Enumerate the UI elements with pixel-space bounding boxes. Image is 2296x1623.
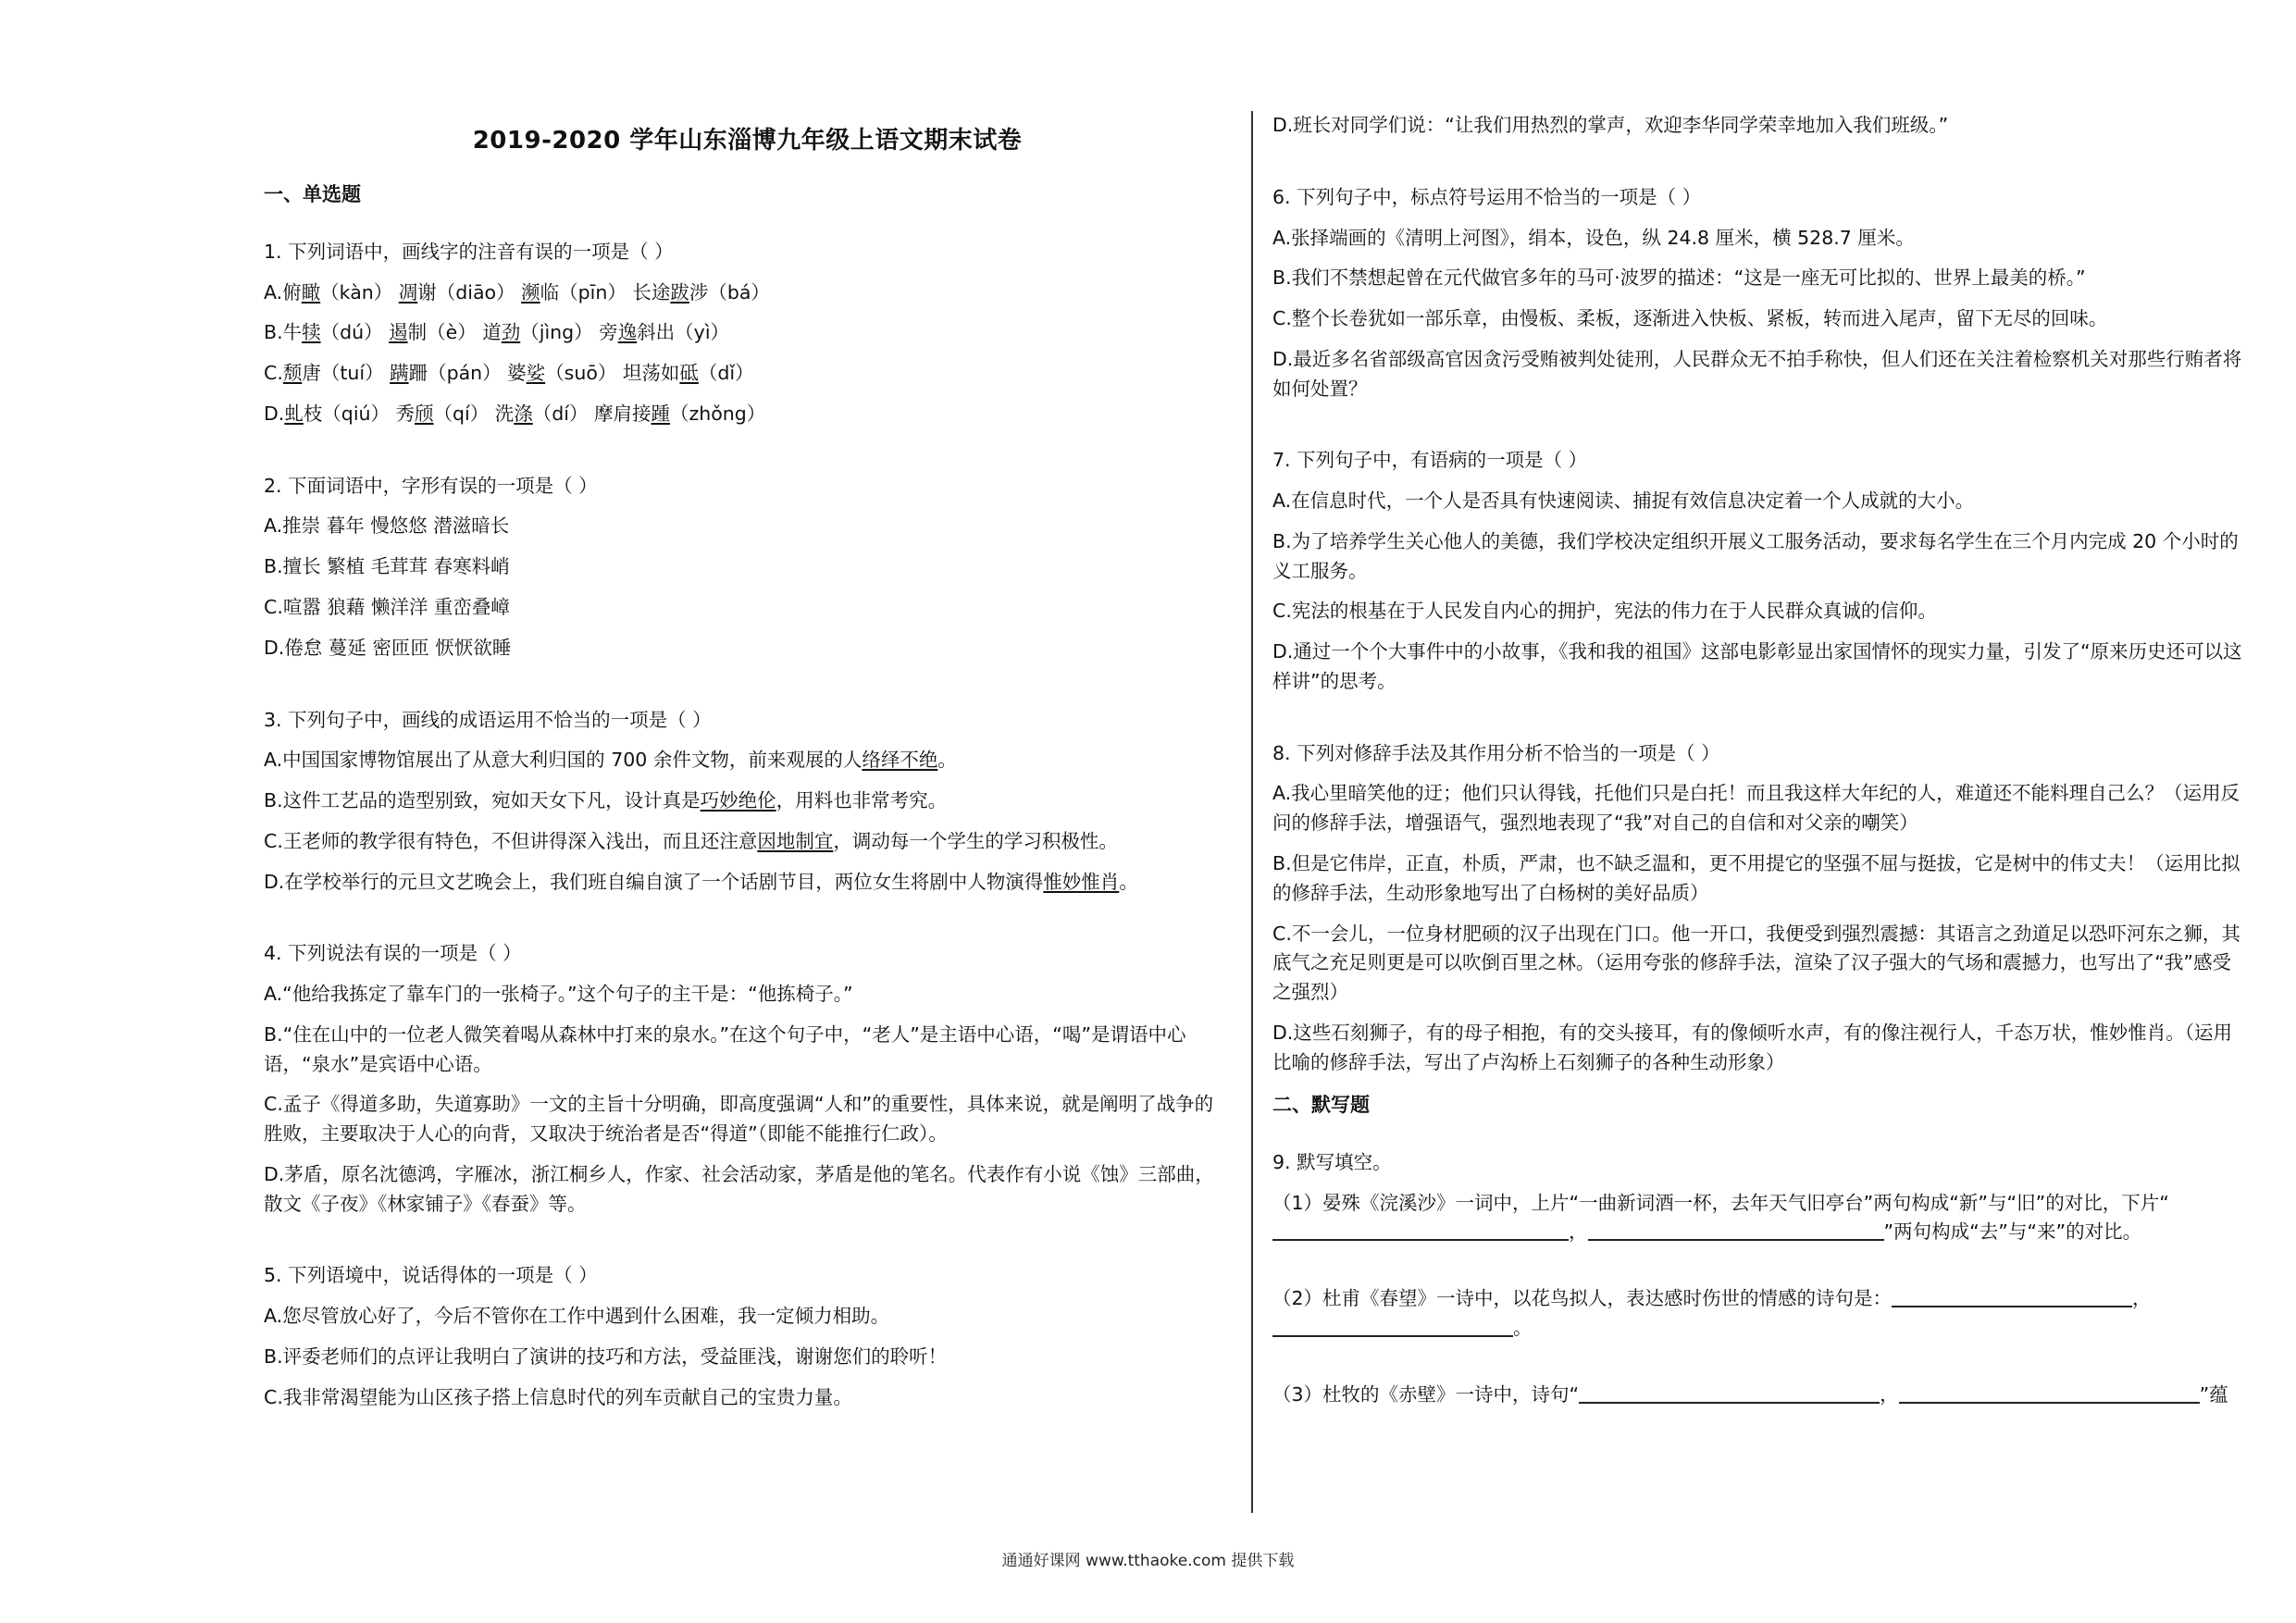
section-heading-dictation: 二、默写题: [1272, 1094, 1370, 1117]
option-c: C.整个长卷犹如一部乐章，由慢板、柔板，逐渐进入快板、紧板，转而进入尾声，留下无尽的回味。: [1272, 307, 2108, 330]
answer-blank[interactable]: [1588, 1220, 1884, 1242]
option-d: D.倦怠 蔓延 密匝匝 恹恹欲睡: [264, 636, 512, 659]
option-b: B.评委老师们的点评让我明白了演讲的技巧和方法，受益匪浅，谢谢您们的聆听！: [264, 1344, 948, 1368]
question-3: [264, 706, 1231, 898]
underlined-char: 跋: [670, 280, 689, 304]
section-heading-single-choice: 一、单选题: [264, 183, 361, 206]
underlined-idiom: 惟妙惟肖: [1043, 870, 1120, 893]
option-a: A.推崇 暮年 慢悠悠 潜滋暗长: [264, 514, 510, 538]
question-stem: 9. 默写填空。: [1272, 1150, 1392, 1173]
underlined-idiom: 巧妙绝伦: [700, 789, 776, 812]
option-c: [264, 827, 1231, 857]
underlined-char: 娑: [526, 362, 546, 385]
subquestion-text: （1）晏殊《浣溪沙》一词中，上片“一曲新词酒一杯，去年天气旧亭台”两句构成“新”与“旧”的对比，下片“: [1272, 1191, 2169, 1214]
subquestion-text: ”两句构成“去”与“来”的对比。: [1883, 1220, 2142, 1244]
question-6: [1272, 183, 2244, 404]
page-title: 2019-2020 学年山东淄博九年级上语文期末试卷: [472, 127, 1023, 155]
option-d: [264, 400, 1231, 429]
option-b: B.“住在山中的一位老人微笑着喝从森林中打来的泉水。”在这个句子中，“老人”是主语中心语，“喝”是谓语中心语，“泉水”是宾语中心语。: [264, 1022, 1186, 1075]
option-text: B.这件工艺品的造型别致，宛如天女下凡，设计真是: [264, 789, 701, 812]
option-a: A.我心里暗笑他的迂；他们只认得钱，托他们只是白托！而且我这样大年纪的人，难道还不能料理自己么？（运用反问的修辞手法，增强语气，强烈地表现了“我”对自己的自信和对父亲的嘲笑）: [1272, 782, 2240, 835]
question-2: [264, 472, 1231, 663]
option-a: [264, 746, 1231, 775]
question-stem: 2. 下面词语中，字形有误的一项是（ ）: [264, 474, 598, 497]
option-d: D.最近多名省部级高官因贪污受贿被判处徒刑，人民群众无不拍手称快，但人们还在关注着检察机关对那些行贿者将如何处置？: [1272, 347, 2242, 400]
option-text: 。: [937, 749, 957, 772]
option-text: D.在学校举行的元旦文艺晚会上，我们班自编自演了一个话剧节目，两位女生将剧中人物演得: [264, 870, 1044, 893]
option-text: A.俯: [264, 280, 302, 304]
underlined-char: 瞰: [301, 280, 321, 304]
underlined-idiom: 络绎不绝: [862, 749, 938, 772]
option-text: B.牛: [264, 321, 303, 344]
option-text: （dú）: [320, 321, 390, 344]
question-5-continued: [1272, 111, 2244, 141]
question-stem: 5. 下列语境中，说话得体的一项是（ ）: [264, 1264, 598, 1287]
option-text: （dí） 摩肩接: [532, 402, 652, 425]
option-d: D.班长对同学们说：“让我们用热烈的掌声，欢迎李华同学荣幸地加入我们班级。”: [1272, 114, 1949, 136]
option-text: 制（è） 道: [407, 321, 502, 344]
subquestion-text: ，: [1880, 1382, 1899, 1406]
option-text: 临（pīn） 长途: [540, 280, 671, 304]
option-text: C.: [264, 362, 283, 385]
underlined-char: 蹒: [390, 362, 409, 385]
option-text: （dǐ）: [698, 362, 754, 385]
question-7: [1272, 446, 2244, 696]
option-a: A.“他给我拣定了靠车门的一张椅子。”这个句子的主干是：“他拣椅子。”: [264, 983, 853, 1006]
underlined-char: 遏: [389, 321, 408, 344]
option-text: ，调动每一个学生的学习积极性。: [833, 829, 1118, 852]
underlined-char: 颀: [415, 402, 434, 425]
option-text: （qí） 洗: [433, 402, 515, 425]
question-4: [264, 939, 1231, 1219]
question-8: [1272, 739, 2244, 1078]
option-text: 。: [1119, 870, 1138, 893]
option-d: [264, 868, 1231, 898]
underlined-char: 踵: [651, 402, 670, 425]
subquestion-2: [1272, 1284, 2244, 1344]
option-text: （jìng） 旁: [520, 321, 618, 344]
answer-blank[interactable]: [1272, 1316, 1513, 1337]
answer-blank[interactable]: [1272, 1220, 1569, 1242]
option-a: A.您尽管放心好了，今后不管你在工作中遇到什么困难，我一定倾力相助。: [264, 1305, 890, 1328]
question-stem: 6. 下列句子中，标点符号运用不恰当的一项是（ ）: [1272, 185, 1702, 208]
option-c: [264, 359, 1231, 389]
underlined-idiom: 因地制宜: [757, 829, 834, 852]
question-5: [264, 1261, 1231, 1412]
option-c: C.宪法的根基在于人民发自内心的拥护，宪法的伟力在于人民群众真诚的信仰。: [1272, 600, 1937, 623]
option-a: A.张择端画的《清明上河图》，绢本，设色，纵 24.8 厘米，横 528.7 厘米。: [1272, 226, 1915, 249]
subquestion-3: [1272, 1381, 2244, 1410]
question-stem: 3. 下列句子中，画线的成语运用不恰当的一项是（ ）: [264, 708, 712, 731]
option-text: 枝（qiú） 秀: [303, 402, 416, 425]
underlined-char: 犊: [302, 321, 321, 344]
underlined-char: 虬: [284, 402, 304, 425]
page-footer: 通通好课网 www.tthaoke.com 提供下载: [1001, 1552, 1295, 1570]
answer-blank[interactable]: [1892, 1287, 2132, 1308]
underlined-char: 砥: [679, 362, 699, 385]
option-b: B.我们不禁想起曾在元代做官多年的马可·波罗的描述：“这是一座无可比拟的、世界上最美的桥。”: [1272, 266, 2086, 290]
question-1: [264, 238, 1231, 429]
option-text: （zhǒng）: [670, 402, 766, 425]
subquestion-text: ，: [2132, 1287, 2152, 1310]
right-column: [1272, 111, 2244, 1453]
question-9: [1272, 1148, 2244, 1410]
option-c: C.喧嚣 狼藉 懒洋洋 重峦叠嶂: [264, 595, 510, 618]
option-text: ，用料也非常考究。: [776, 789, 948, 812]
underlined-char: 逸: [617, 321, 638, 344]
subquestion-text: （2）杜甫《春望》一诗中，以花鸟拟人，表达感时伤世的情感的诗句是：: [1272, 1287, 1893, 1310]
option-text: 唐（tuí）: [302, 362, 391, 385]
underlined-char: 劲: [501, 321, 521, 344]
answer-blank[interactable]: [1899, 1382, 2200, 1404]
option-text: 跚（pán） 婆: [408, 362, 527, 385]
question-stem: 8. 下列对修辞手法及其作用分析不恰当的一项是（ ）: [1272, 741, 1720, 764]
underlined-char: 凋: [398, 280, 418, 304]
column-divider: [1251, 111, 1253, 1513]
subquestion-text: ，: [1569, 1220, 1588, 1244]
option-c: C.孟子《得道多助，失道寡助》一文的主旨十分明确，即高度强调“人和”的重要性，具体来说，就是阐明了战争的胜败，主要取决于人心的向背，又取决于统治者是否“得道”（即能不能推行仁政）。: [264, 1093, 1214, 1146]
question-stem: 4. 下列说法有误的一项是（ ）: [264, 942, 522, 965]
option-a: A.在信息时代，一个人是否具有快速阅读、捕捉有效信息决定着一个人成就的大小。: [1272, 489, 1975, 513]
option-text: 斜出（yì）: [637, 321, 730, 344]
subquestion-text: （3）杜牧的《赤壁》一诗中，诗句“: [1272, 1382, 1580, 1406]
option-text: （kàn）: [320, 280, 399, 304]
option-b: B.但是它伟岸，正直，朴质，严肃，也不缺乏温和，更不用提它的坚强不屈与挺拔，它是树中的伟丈夫！（运用比拟的修辞手法，生动形象地写出了白杨树的美好品质）: [1272, 852, 2240, 904]
option-c: C.不一会儿，一位身材肥硕的汉子出现在门口。他一开口，我便受到强烈震撼：其语言之劲道足以恐吓河东之狮，其底气之充足则更是可以吹倒百里之林。（运用夸张的修辞手法，渲染了汉子强大的气场和震撼力，也写出了“我”感受之强烈）: [1272, 922, 2240, 1004]
left-column: [264, 111, 1231, 1456]
option-c: C.我非常渴望能为山区孩子搭上信息时代的列车贡献自己的宝贵力量。: [264, 1385, 852, 1408]
option-text: 涉（bá）: [689, 280, 770, 304]
underlined-char: 颓: [282, 362, 303, 385]
subquestion-text: ”蕴: [2199, 1382, 2228, 1406]
subquestion-text: 。: [1513, 1316, 1533, 1339]
option-text: 谢（diāo）: [417, 280, 522, 304]
question-stem: 7. 下列句子中，有语病的一项是（ ）: [1272, 449, 1588, 472]
option-b: B.擅长 繁植 毛茸茸 春寒料峭: [264, 555, 510, 578]
option-d: D.通过一个个大事件中的小故事，《我和我的祖国》这部电影彰显出家国情怀的现实力量，引发了“原来历史还可以这样讲”的思考。: [1272, 640, 2242, 692]
option-b: [264, 318, 1231, 348]
underlined-char: 涤: [514, 402, 533, 425]
option-b: B.为了培养学生关心他人的美德，我们学校决定组织开展义工服务活动，要求每名学生在三个月内完成 20 个小时的义工服务。: [1272, 529, 2239, 582]
option-text: A.中国国家博物馆展出了从意大利归国的 700 余件文物，前来观展的人: [264, 749, 863, 772]
option-text: C.王老师的教学很有特色，不但讲得深入浅出，而且还注意: [264, 829, 758, 852]
option-d: D.茅盾，原名沈德鸿，字雁冰，浙江桐乡人，作家、社会活动家，茅盾是他的笔名。代表作有小说《蚀》三部曲，散文《子夜》《林家铺子》《春蚕》等。: [264, 1162, 1214, 1215]
answer-blank[interactable]: [1579, 1382, 1880, 1404]
option-a: [264, 279, 1231, 308]
option-b: [264, 787, 1231, 816]
underlined-char: 濒: [521, 280, 540, 304]
subquestion-1: [1272, 1189, 2244, 1248]
option-text: （suō） 坦荡如: [545, 362, 680, 385]
option-d: D.这些石刻狮子，有的母子相抱，有的交头接耳，有的像倾听水声，有的像注视行人，千态万状，惟妙惟肖。（运用比喻的修辞手法，写出了卢沟桥上石刻狮子的各种生动形象）: [1272, 1021, 2233, 1073]
option-text: D.: [264, 402, 285, 425]
question-stem: 1. 下列词语中，画线字的注音有误的一项是（ ）: [264, 240, 674, 263]
